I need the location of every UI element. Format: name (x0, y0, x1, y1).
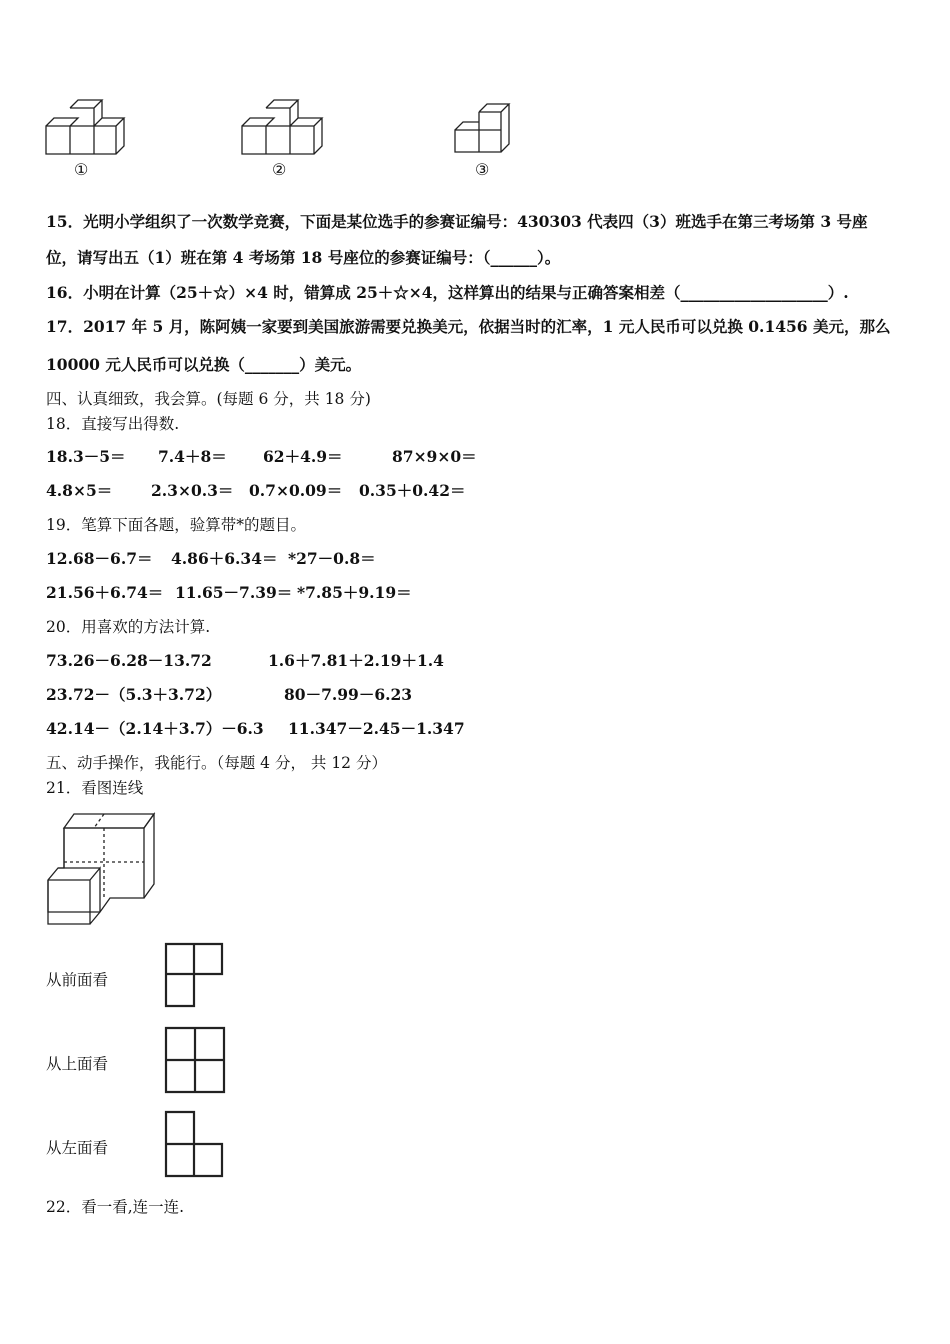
calc-item: 23.72－（5.3＋3.72） (46, 685, 222, 704)
calc-item: 87×9×0＝ (392, 447, 477, 466)
cube-figure-3 (453, 100, 513, 156)
figure-label-3: ③ (475, 160, 490, 179)
top-view-grid (164, 1026, 226, 1094)
question-20-title: 20．用喜欢的方法计算. (46, 618, 211, 636)
question-18-title: 18．直接写出得数. (46, 415, 180, 433)
calc-item: 21.56＋6.74＝ (46, 583, 164, 602)
question-17-line-1: 17．2017 年 5 月，陈阿姨一家要到美国旅游需要兑换美元，依据当时的汇率，1 元人民币可以兑换 0.1456 美元，那么 (46, 317, 891, 336)
cube-figure-1 (42, 98, 124, 158)
view-label-left: 从左面看 (46, 1139, 109, 1157)
question-19-title: 19．笔算下面各题，验算带*的题目。 (46, 516, 306, 534)
calc-item: *7.85＋9.19＝ (297, 583, 412, 602)
question-21-title: 21．看图连线 (46, 779, 144, 797)
calc-item: 12.68－6.7＝ (46, 549, 153, 568)
calc-item: 18.3－5＝ (46, 447, 126, 466)
calc-item: 4.8×5＝ (46, 481, 113, 500)
question-16: 16．小明在计算（25＋☆）×4 时，错算成 25＋☆×4，这样算出的结果与正确答案相差（___________________）. (46, 283, 849, 302)
stacked-cubes-figure (44, 810, 158, 928)
section-5-heading: 五、动手操作，我能行。（每题 4 分， 共 12 分） (46, 754, 387, 772)
question-17-line-2: 10000 元人民币可以兑换（_______）美元。 (46, 355, 362, 374)
calc-item: 11.347－2.45－1.347 (288, 719, 465, 738)
left-view-grid (164, 1110, 226, 1178)
calc-item: 73.26－6.28－13.72 (46, 651, 212, 670)
view-label-top: 从上面看 (46, 1055, 109, 1073)
calc-item: 2.3×0.3＝ (151, 481, 234, 500)
question-15-line-1: 15．光明小学组织了一次数学竞赛，下面是某位选手的参赛证编号：430303 代表四（3）班选手在第三考场第 3 号座 (46, 212, 868, 231)
view-label-front: 从前面看 (46, 971, 109, 989)
question-22-title: 22．看一看,连一连. (46, 1198, 185, 1216)
section-4-heading: 四、认真细致，我会算。(每题 6 分，共 18 分) (46, 390, 371, 408)
calc-item: 42.14－（2.14＋3.7）－6.3 (46, 719, 264, 738)
calc-item: 11.65－7.39＝ (175, 583, 293, 602)
calc-item: 7.4＋8＝ (158, 447, 227, 466)
calc-item: 0.7×0.09＝ (249, 481, 343, 500)
calc-item: 1.6＋7.81＋2.19＋1.4 (268, 651, 444, 670)
calc-item: *27－0.8＝ (288, 549, 376, 568)
figure-label-2: ② (272, 160, 287, 179)
front-view-grid (164, 942, 224, 1008)
calc-item: 80－7.99－6.23 (284, 685, 413, 704)
question-15-line-2: 位，请写出五（1）班在第 4 考场第 18 号座位的参赛证编号：（______）。 (46, 248, 561, 267)
calc-item: 62＋4.9＝ (263, 447, 343, 466)
cube-figure-2 (240, 98, 330, 158)
figure-label-1: ① (74, 160, 89, 179)
calc-item: 0.35＋0.42＝ (359, 481, 466, 500)
calc-item: 4.86＋6.34＝ (171, 549, 278, 568)
